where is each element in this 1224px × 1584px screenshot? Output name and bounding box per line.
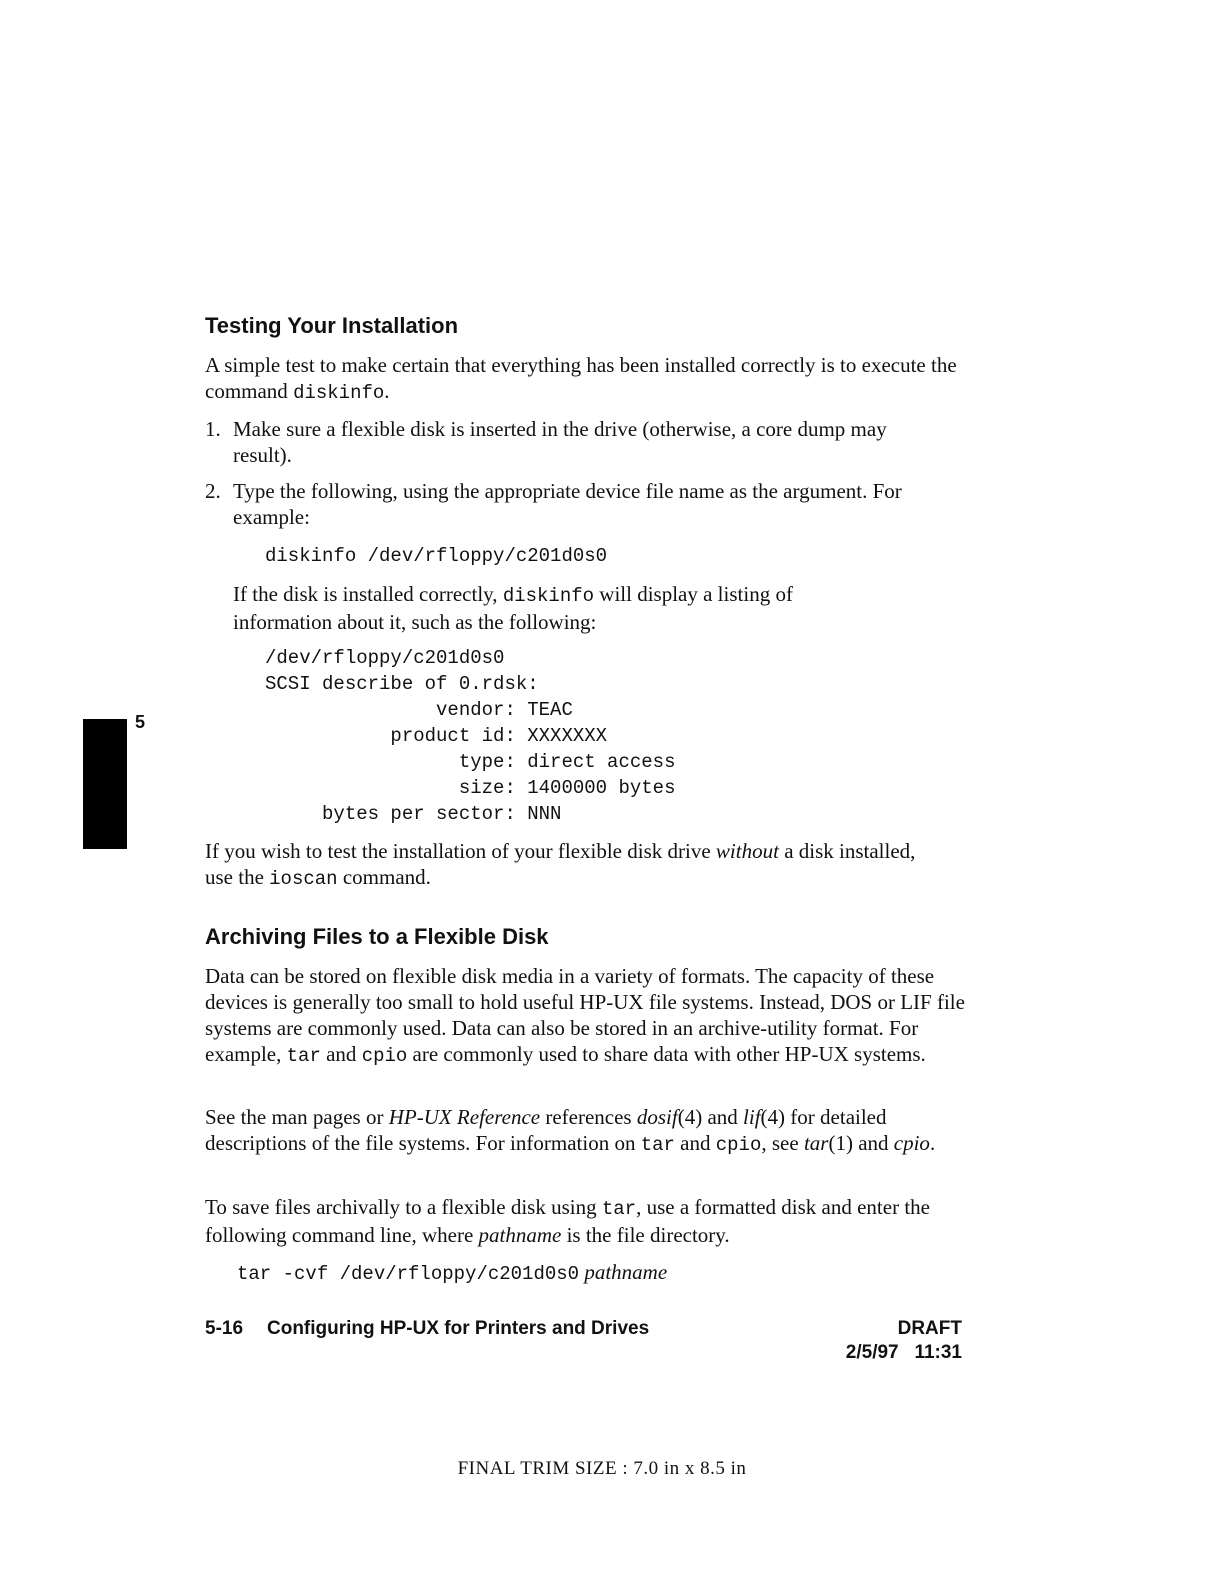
dosif-ref: dosif — [636, 1105, 678, 1129]
intro-text: A simple test to make certain that everything has been installed correctly is to execute the command — [205, 353, 957, 403]
para1-and: and — [326, 1042, 357, 1066]
output-line: type: direct access — [265, 751, 676, 773]
output-line: /dev/rfloppy/c201d0s0 — [265, 647, 505, 669]
para3-text-c: is the file directory. — [566, 1223, 730, 1247]
lif-ref: lif — [743, 1105, 761, 1129]
output-line: product id: XXXXXXX — [265, 725, 608, 747]
cpio-command-inline: cpio — [361, 1045, 408, 1067]
without-text-c: command. — [342, 865, 431, 889]
para2-and3: and — [858, 1131, 889, 1155]
tar-ref: tar — [803, 1131, 829, 1155]
footer-time: 11:31 — [914, 1342, 962, 1363]
footer-date: 2/5/97 — [845, 1342, 899, 1363]
tar-command-inline: tar — [640, 1134, 675, 1156]
archiving-paragraph-2 — [205, 1104, 965, 1158]
section-heading-testing: Testing Your Installation — [205, 313, 459, 338]
tar-command-pathname: pathname — [584, 1260, 668, 1284]
chapter-tab-marker — [83, 719, 127, 849]
footer-timestamp — [846, 1341, 962, 1365]
archiving-paragraph-3 — [205, 1194, 935, 1248]
result-command: diskinfo — [502, 585, 595, 607]
para2-see: , see — [761, 1131, 799, 1155]
tar-command-block — [237, 1259, 667, 1287]
step-number: 2. — [205, 479, 221, 503]
output-line: vendor: TEAC — [265, 699, 573, 721]
testing-intro-paragraph — [205, 352, 965, 406]
footer-book-title: Configuring HP-UX for Printers and Drives — [267, 1318, 650, 1339]
without-text-b: a disk installed, use the — [205, 839, 916, 889]
para3-text-b: , use a formatted disk and enter the following command line, where — [205, 1195, 930, 1247]
example-command-block: diskinfo /dev/rfloppy/c201d0s0 — [265, 545, 608, 567]
chapter-number: 5 — [135, 712, 146, 732]
without-text-a: If you wish to test the installation of your flexible disk drive — [205, 839, 711, 863]
para2-and2: and — [680, 1131, 711, 1155]
hpux-reference: HP-UX Reference — [388, 1105, 541, 1129]
pathname-emphasis: pathname — [478, 1223, 562, 1247]
para2-text-c: for detailed descriptions of the file systems. For information on — [205, 1105, 887, 1155]
without-disk-paragraph — [205, 838, 935, 892]
without-emphasis: without — [715, 839, 779, 863]
step-text: Type the following, using the appropriate device file name as the argument. For example: — [233, 479, 902, 529]
tar-section: (1) — [828, 1131, 853, 1155]
result-text-b: will display a listing of information about it, such as the following: — [233, 582, 793, 634]
tar-command-text: tar -cvf /dev/rfloppy/c201d0s0 — [237, 1263, 580, 1285]
output-line: SCSI describe of 0.rdsk: — [265, 673, 539, 695]
section-heading-archiving: Archiving Files to a Flexible Disk — [205, 924, 549, 949]
diskinfo-output-block — [265, 645, 675, 827]
archiving-paragraph-1 — [205, 963, 965, 1069]
para2-text-b: references — [545, 1105, 632, 1129]
para3-text-a: To save files archivally to a flexible disk using — [205, 1195, 597, 1219]
para1-text-b: are commonly used to share data with other HP-UX systems. — [412, 1042, 926, 1066]
cpio-ref: cpio — [893, 1131, 930, 1155]
output-line: size: 1400000 bytes — [265, 777, 676, 799]
trim-size-note: FINAL TRIM SIZE : 7.0 in x 8.5 in — [457, 1458, 747, 1479]
para2-and: and — [707, 1105, 738, 1129]
cpio-command-inline: cpio — [715, 1134, 762, 1156]
dosif-section: (4) — [677, 1105, 703, 1129]
ioscan-command: ioscan — [269, 868, 338, 890]
footer-page-number: 5-16 — [205, 1318, 244, 1339]
tar-command-inline: tar — [601, 1198, 637, 1220]
intro-end: . — [384, 379, 390, 403]
intro-command: diskinfo — [293, 382, 385, 404]
para1-text-a: Data can be stored on flexible disk media in a variety of formats. The capacity of these devices is generally too small to hold useful HP-UX file systems. Instead, DOS or LIF file systems are commonly used. Data can also be stored in an archive-utility format. For example, — [205, 964, 965, 1066]
step-number: 1. — [205, 417, 221, 441]
output-line: bytes per sector: NNN — [265, 803, 562, 825]
para2-text-a: See the man pages or — [205, 1105, 384, 1129]
step-text: Make sure a flexible disk is inserted in the drive (otherwise, a core dump may result). — [233, 417, 887, 467]
result-paragraph — [233, 581, 873, 635]
lif-section: (4) — [760, 1105, 786, 1129]
result-text-a: If the disk is installed correctly, — [233, 582, 498, 606]
tar-command-inline: tar — [286, 1045, 321, 1067]
para2-end: . — [929, 1131, 936, 1155]
footer-draft-label: DRAFT — [897, 1318, 962, 1339]
